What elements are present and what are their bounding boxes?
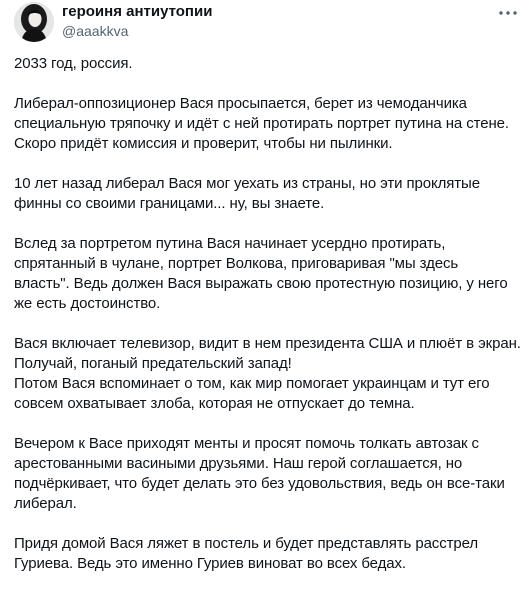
tweet-text-line: Получай, поганый предательский запад! bbox=[14, 355, 292, 372]
tweet-paragraph bbox=[14, 174, 524, 214]
author-name[interactable]: героиня антиутопии bbox=[62, 3, 213, 20]
tweet-text-line: Скоро придёт комиссия и проверит, чтобы ни пылинки. bbox=[14, 135, 393, 152]
tweet-text-line: Вслед за портретом путина Вася начинает усердно протирать, bbox=[14, 235, 446, 252]
tweet-text-line: специальную тряпочку и идёт с ней протирать портрет путина на стене. bbox=[14, 115, 509, 132]
tweet-text-line: Либерал-оппозиционер Вася просыпается, берет из чемоданчика bbox=[14, 95, 467, 112]
tweet-text-line: спрятанный в чулане, портрет Волкова, приговаривая "мы здесь bbox=[14, 255, 459, 272]
tweet-paragraph bbox=[14, 434, 524, 514]
tweet-paragraph bbox=[14, 334, 524, 414]
author-handle[interactable]: @aaakkva bbox=[62, 23, 129, 39]
tweet-text-line: Потом Вася вспоминает о том, как мир помогает украинцам и тут его bbox=[14, 375, 490, 392]
tweet-text bbox=[14, 54, 524, 594]
tweet-text-line: финны со своими границами... ну, вы знаете. bbox=[14, 195, 325, 212]
tweet-paragraph bbox=[14, 54, 524, 74]
tweet-header bbox=[14, 2, 519, 42]
tweet-text-line: подчёркивает, что будет делать это без удовольствия, ведь он все-таки bbox=[14, 475, 505, 492]
more-options-icon[interactable] bbox=[497, 4, 519, 22]
tweet-text-line: арестованными васиными друзьями. Наш герой соглашается, но bbox=[14, 455, 463, 472]
tweet-text-line: 2033 год, россия. bbox=[14, 55, 133, 72]
tweet-text-line: совсем охватывает злоба, которая не отпускает до темна. bbox=[14, 395, 415, 412]
tweet-text-line: власть". Ведь должен Вася выражать свою протестную позицию, у него bbox=[14, 275, 508, 292]
tweet-paragraph bbox=[14, 94, 524, 154]
tweet-text-line: же есть достоинство. bbox=[14, 295, 161, 312]
tweet-paragraph bbox=[14, 234, 524, 314]
tweet-text-line: Придя домой Вася ляжет в постель и будет представлять расстрел bbox=[14, 535, 479, 552]
tweet-text-line: Гуриева. Ведь это именно Гуриев виноват во всех бедах. bbox=[14, 555, 406, 572]
tweet-text-line: Вася включает телевизор, видит в нем президента США и плюёт в экран. bbox=[14, 335, 521, 352]
tweet-paragraph bbox=[14, 534, 524, 574]
tweet-text-line: либерал. bbox=[14, 495, 77, 512]
tweet-text-line: 10 лет назад либерал Вася мог уехать из страны, но эти проклятые bbox=[14, 175, 480, 192]
avatar-photo-icon[interactable] bbox=[14, 2, 54, 42]
tweet-text-line: Вечером к Васе приходят менты и просят помочь толкать автозак с bbox=[14, 435, 479, 452]
